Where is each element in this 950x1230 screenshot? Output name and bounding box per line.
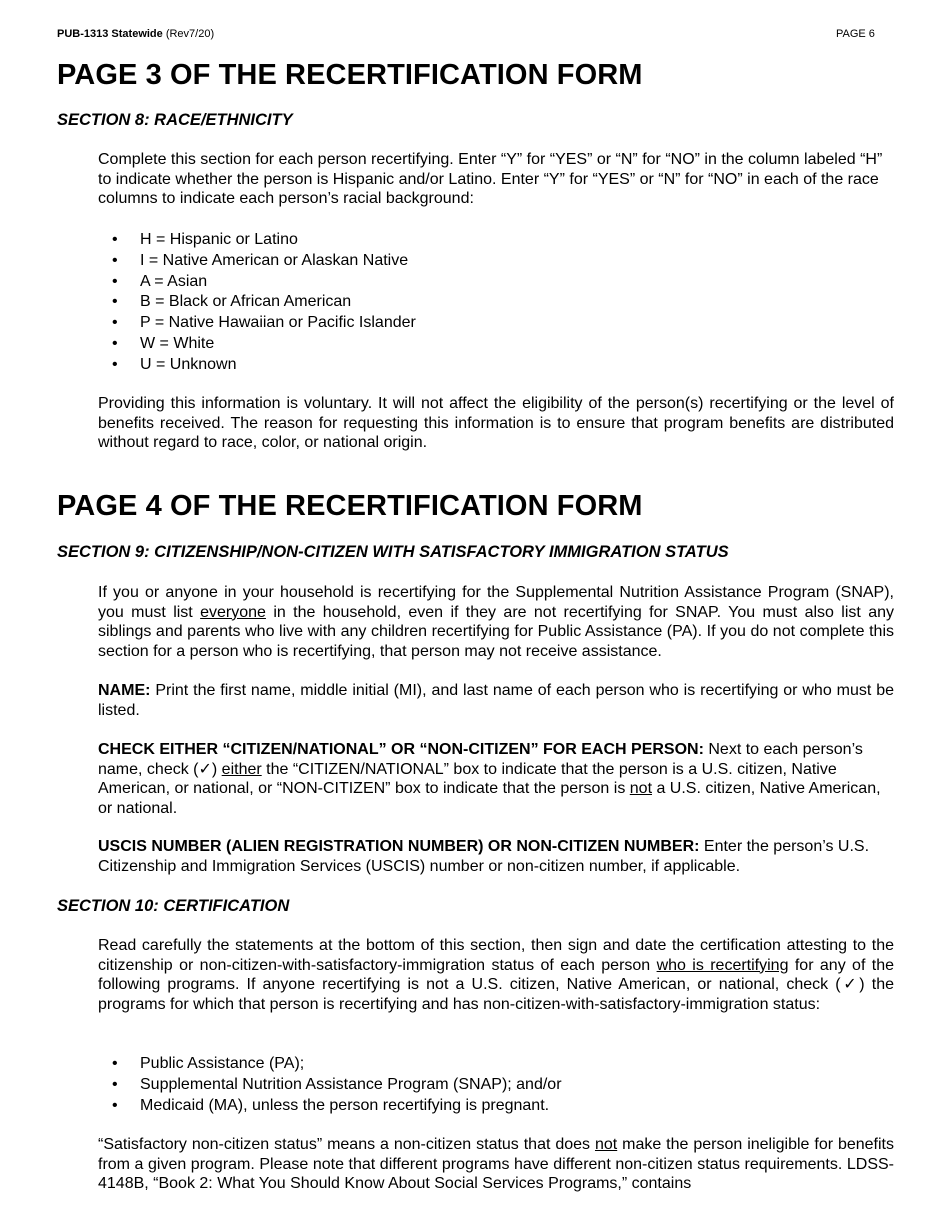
section9-heading: SECTION 9: CITIZENSHIP/NON-CITIZEN WITH SATISFACTORY IMMIGRATION STATUS bbox=[57, 543, 729, 561]
race-codes-list bbox=[98, 230, 416, 376]
form-code: PUB-1313 Statewide (Rev7/20) bbox=[57, 28, 215, 40]
list-item: • I = Native American or Alaskan Native bbox=[98, 251, 416, 272]
list-item: • Medicaid (MA), unless the person recertifying is pregnant. bbox=[98, 1096, 562, 1117]
list-item: • U = Unknown bbox=[98, 355, 416, 376]
section10-intro: Read carefully the statements at the bottom of this section, then sign and date the certification attesting to the citizenship or non-citizen-with-satisfactory-immigration status of each person who is recertifying for any of the following programs. If anyone recertifying is not a U.S. citizen, Native American, or national, check (✓) the programs for which that person is recertifying and has non-citizen-with-satisfactory-immigration status: bbox=[98, 937, 895, 1014]
list-item: • A = Asian bbox=[98, 272, 416, 293]
section8-heading: SECTION 8: RACE/ETHNICITY bbox=[57, 111, 293, 129]
list-item: • H = Hispanic or Latino bbox=[98, 230, 416, 251]
voluntary-notice: Providing this information is voluntary. It will not affect the eligibility of the person(s) recertifying or the level of benefits received. The reason for requesting this information is to ensure that program benefits are distributed without regard to race, color, or national origin. bbox=[98, 395, 894, 452]
name-instruction: NAME: Print the first name, middle initial (MI), and last name of each person who is recertifying or who must be listed. bbox=[98, 682, 894, 719]
uscis-instruction: USCIS NUMBER (ALIEN REGISTRATION NUMBER) OR NON-CITIZEN NUMBER: Enter the person’s U.S. Citizenship and Immigration Services (USCIS) number or non-citizen number, if applicable. bbox=[98, 838, 870, 875]
list-item: • P = Native Hawaiian or Pacific Islander bbox=[98, 313, 416, 334]
list-item: • B = Black or African American bbox=[98, 292, 416, 313]
section8-intro: Complete this section for each person recertifying. Enter “Y” for “YES” or “N” for “NO” in the column labeled “H” to indicate whether the person is Hispanic and/or Latino. Enter “Y” for “YES” or “N” for “NO” in each of the race columns to indicate each person’s racial background: bbox=[98, 151, 883, 208]
page3-title: PAGE 3 OF THE RECERTIFICATION FORM bbox=[57, 59, 643, 91]
check-instruction: CHECK EITHER “CITIZEN/NATIONAL” OR “NON-CITIZEN” FOR EACH PERSON: Next to each person’s name, check (✓) either the “CITIZEN/NATIONAL” box to indicate that the person is a U.S. citizen, Native American, or national, or “NON-CITIZEN” box to indicate that the person is not a U.S. citizen, Native American, or national. bbox=[98, 741, 881, 818]
list-item: • W = White bbox=[98, 334, 416, 355]
list-item: • Supplemental Nutrition Assistance Program (SNAP); and/or bbox=[98, 1075, 562, 1096]
list-item: • Public Assistance (PA); bbox=[98, 1054, 562, 1075]
page4-title: PAGE 4 OF THE RECERTIFICATION FORM bbox=[57, 490, 643, 522]
section9-intro: If you or anyone in your household is recertifying for the Supplemental Nutrition Assistance Program (SNAP), you must list everyone in the household, even if they are not recertifying for SNAP. You must also list any siblings and parents who live with any children recertifying for Public Assistance (PA). If you do not complete this section for a person who is recertifying, that person may not receive assistance. bbox=[98, 584, 895, 661]
programs-list bbox=[98, 1054, 562, 1116]
page-number: PAGE 6 bbox=[836, 28, 875, 40]
satisfactory-status-definition: “Satisfactory non-citizen status” means a non-citizen status that does not make the person ineligible for benefits from a given program. Please note that different programs have different non-citizen status requirements. LDSS-4148B, “Book 2: What You Should Know About Social Services Programs,” contains bbox=[98, 1136, 895, 1193]
section10-heading: SECTION 10: CERTIFICATION bbox=[57, 897, 290, 915]
